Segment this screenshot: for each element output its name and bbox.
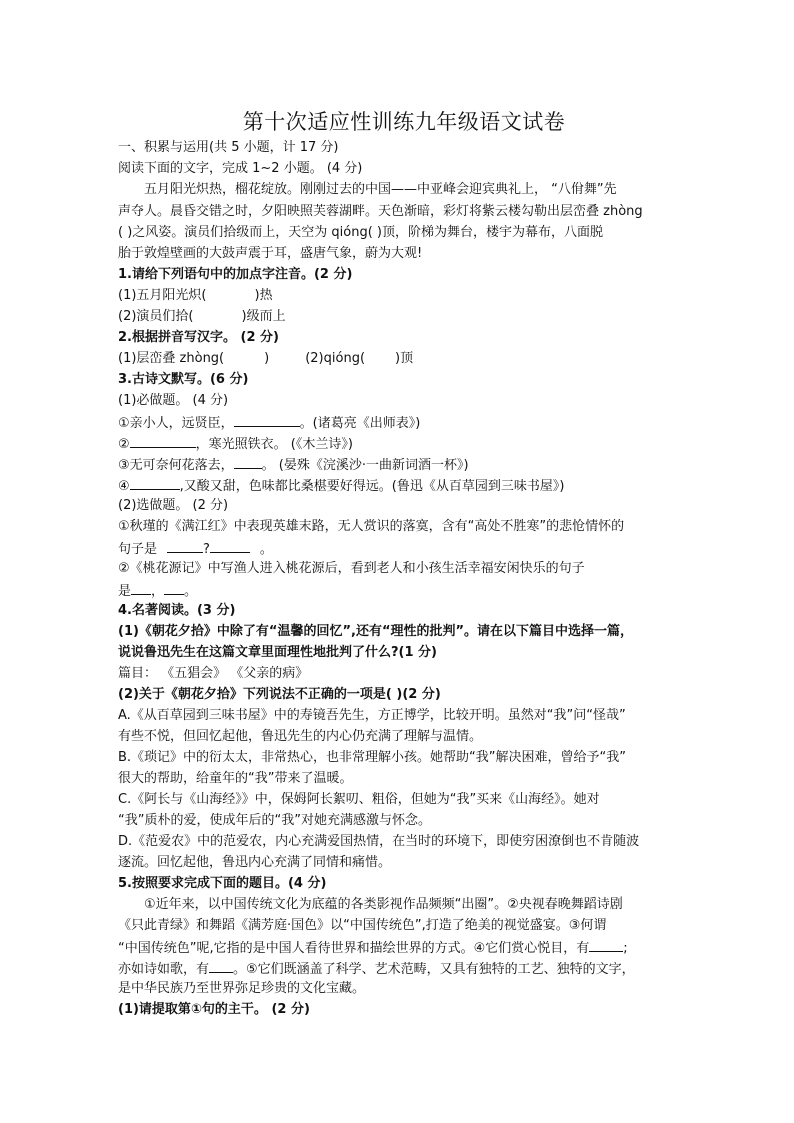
q1b-suffix: )级而上 xyxy=(241,309,286,324)
q4-part1-line1: (1)《朝花夕拾》中除了有“温馨的回忆”,还有“理性的批判”。请在以下篇目中选择一篇， xyxy=(118,624,634,639)
optional-2-end: 。 xyxy=(184,584,198,599)
question-1b xyxy=(118,307,690,327)
question-2-items xyxy=(118,349,690,369)
q4-part2: (2)关于《朝花夕拾》下列说法不正确的一项是( )(2 分) xyxy=(118,687,441,702)
option-d-line1: D.《范爱农》中的范爱农，内心充满爱国热情，在当时的环境下，即使穷困潦倒也不肯随波 xyxy=(118,834,640,849)
passage-line: ( )之风姿。演员们拾级而上，天空为 qióng( )顶，阶梯为舞台，楼宇为幕布，八面脱 xyxy=(118,225,603,240)
question-5-stem: 5.按照要求完成下面的题目。(4 分) xyxy=(118,876,327,891)
passage-line: 五月阳光炽热，榴花绽放。刚刚过去的中国——中亚峰会迎宾典礼上， “八佾舞”先 xyxy=(144,182,617,197)
q5-line3-post: ; xyxy=(623,941,628,956)
passage-line: 胎于敦煌壁画的大鼓声震于耳，盛唐气象，蔚为大观! xyxy=(118,246,423,261)
option-c-line2: “我”质朴的爱，使成年后的“我”对她充满感激与怀念。 xyxy=(118,813,431,828)
option-a-line2: 有些不悦，但回忆起他，鲁迅先生的内心仍充满了理解与温情。 xyxy=(118,729,483,744)
q5-line4-pre: 亦如诗如歌，有 xyxy=(118,962,210,977)
recite-3-post: 。 (晏殊《浣溪沙·一曲新词酒一杯》) xyxy=(261,458,469,473)
q5-text-line xyxy=(118,958,690,980)
optional-2-pre: 是 xyxy=(118,584,132,599)
question-1-stem: 1.请给下列语句中的加点字注音。(2 分) xyxy=(118,267,353,282)
optional-header: (2)选做题。 (2 分) xyxy=(118,498,229,513)
answer-blank[interactable] xyxy=(130,475,180,490)
optional-2-line1: ②《桃花源记》中写渔人进入桃花源后，看到老人和小孩生活幸福安闲快乐的句子 xyxy=(118,561,585,576)
recite-4-pre: ④ xyxy=(118,479,130,494)
recite-2 xyxy=(118,433,690,455)
q5-text-line: 是中华民族乃至世界弥足珍贵的文化宝藏。 xyxy=(118,981,366,996)
optional-1-pre: 句子是 xyxy=(118,542,158,557)
optional-1-end: 。 xyxy=(259,542,273,557)
option-b-line2: 很大的帮助，给童年的“我”带来了温暖。 xyxy=(118,771,353,786)
q5-subquestion-1: (1)请提取第①句的主干。 (2 分) xyxy=(118,1002,310,1017)
option-d-line2: 逐流。回忆起他，鲁迅内心充满了同情和痛惜。 xyxy=(118,855,392,870)
reading-intro: 阅读下面的文字，完成 1~2 小题。 (4 分) xyxy=(118,161,363,176)
q1a-prefix: (1)五月阳光炽( xyxy=(118,288,207,303)
recite-3-pre: ③无可奈何花落去， xyxy=(118,458,234,473)
question-1a xyxy=(118,286,690,306)
q2b-suffix: )顶 xyxy=(395,351,414,366)
recite-2-pre: ② xyxy=(118,437,130,452)
q2a-suffix: ) xyxy=(264,351,270,366)
recite-4 xyxy=(118,475,690,497)
q1b-prefix: (2)演员们拾( xyxy=(118,309,194,324)
optional-2-line2 xyxy=(118,580,690,602)
option-b-line1: B.《琐记》中的衍太太，非常热心，也非常理解小孩。她帮助“我”解决困难，曾给予“我” xyxy=(118,750,626,765)
question-4-stem: 4.名著阅读。(3 分) xyxy=(118,603,236,618)
answer-blank[interactable] xyxy=(130,433,196,448)
answer-blank[interactable] xyxy=(234,412,300,427)
recite-4-post: ,又酸又甜，色味都比桑椹要好得远。(鲁迅《从百草园到三味书屋》) xyxy=(179,479,565,494)
answer-blank[interactable] xyxy=(131,580,151,595)
optional-1-mid: ? xyxy=(203,542,210,557)
passage-line: 声夺人。晨昏交错之时，夕阳映照芙蓉湖畔。天色渐暗，彩灯将紫云楼勾勒出层峦叠 zhòng xyxy=(118,204,643,219)
page-title: 第十次适应性训练九年级语文试卷 xyxy=(242,110,566,134)
q4-part1-line2: 说说鲁迅先生在这篇文章里面理性地批判了什么?(1 分) xyxy=(118,645,437,660)
q1a-suffix: )热 xyxy=(254,288,273,303)
option-c-line1: C.《阿长与《山海经》》中，保姆阿长絮叨、粗俗，但她为“我”买来《山海经》。她对 xyxy=(118,792,600,807)
q5-text-line: 《只此青绿》和舞蹈《满芳庭·国色》以“中国传统色”,打造了绝美的视觉盛宴。③何谓 xyxy=(118,918,607,933)
optional-2-sep: ， xyxy=(151,584,165,599)
recite-1-post: 。(诸葛亮《出师表》) xyxy=(299,416,421,431)
answer-blank[interactable] xyxy=(234,454,262,469)
answer-blank[interactable] xyxy=(167,538,203,553)
q4-articles: 篇目： 《五猖会》 《父亲的病》 xyxy=(118,666,309,681)
q2a-prefix: (1)层峦叠 zhòng( xyxy=(118,351,225,366)
recite-3 xyxy=(118,454,690,476)
question-2-stem: 2.根据拼音写汉字。 (2 分) xyxy=(118,330,279,345)
option-a-line1: A.《从百草园到三味书屋》中的寿镜吾先生，方正博学，比较开明。虽然对“我”问“怪哉” xyxy=(118,708,626,723)
q5-line3-pre: “中国传统色”呢,它指的是中国人看待世界和描绘世界的方式。④它们赏心悦目，有 xyxy=(118,941,590,956)
answer-blank[interactable] xyxy=(589,937,623,952)
q2b-prefix: (2)qióng( xyxy=(305,351,366,366)
optional-1-line2 xyxy=(118,538,690,560)
q5-line4-post: 。⑤它们既涵盖了科学、艺术范畴，又具有独特的工艺、独特的文字， xyxy=(233,962,635,977)
q5-text-line xyxy=(118,937,690,959)
answer-blank[interactable] xyxy=(210,538,250,553)
section-header: 一、积累与运用(共 5 小题，计 17 分) xyxy=(118,140,339,155)
q5-text-line: ①近年来，以中国传统文化为底蕴的各类影视作品频频“出圈”。②央视春晚舞蹈诗剧 xyxy=(144,897,623,912)
recite-1 xyxy=(118,412,690,434)
answer-blank[interactable] xyxy=(164,580,184,595)
must-do-header: (1)必做题。 (4 分) xyxy=(118,393,229,408)
answer-blank[interactable] xyxy=(209,958,233,973)
question-3-stem: 3.古诗文默写。(6 分) xyxy=(118,372,249,387)
recite-1-pre: ①亲小人，远贤臣， xyxy=(118,416,234,431)
recite-2-post: ，寒光照铁衣。 (《木兰诗》) xyxy=(195,437,353,452)
optional-1-line1: ①秋瑾的《满江红》中表现英雄末路，无人赏识的落寞，含有“高处不胜寒”的悲怆情怀的 xyxy=(118,519,625,534)
